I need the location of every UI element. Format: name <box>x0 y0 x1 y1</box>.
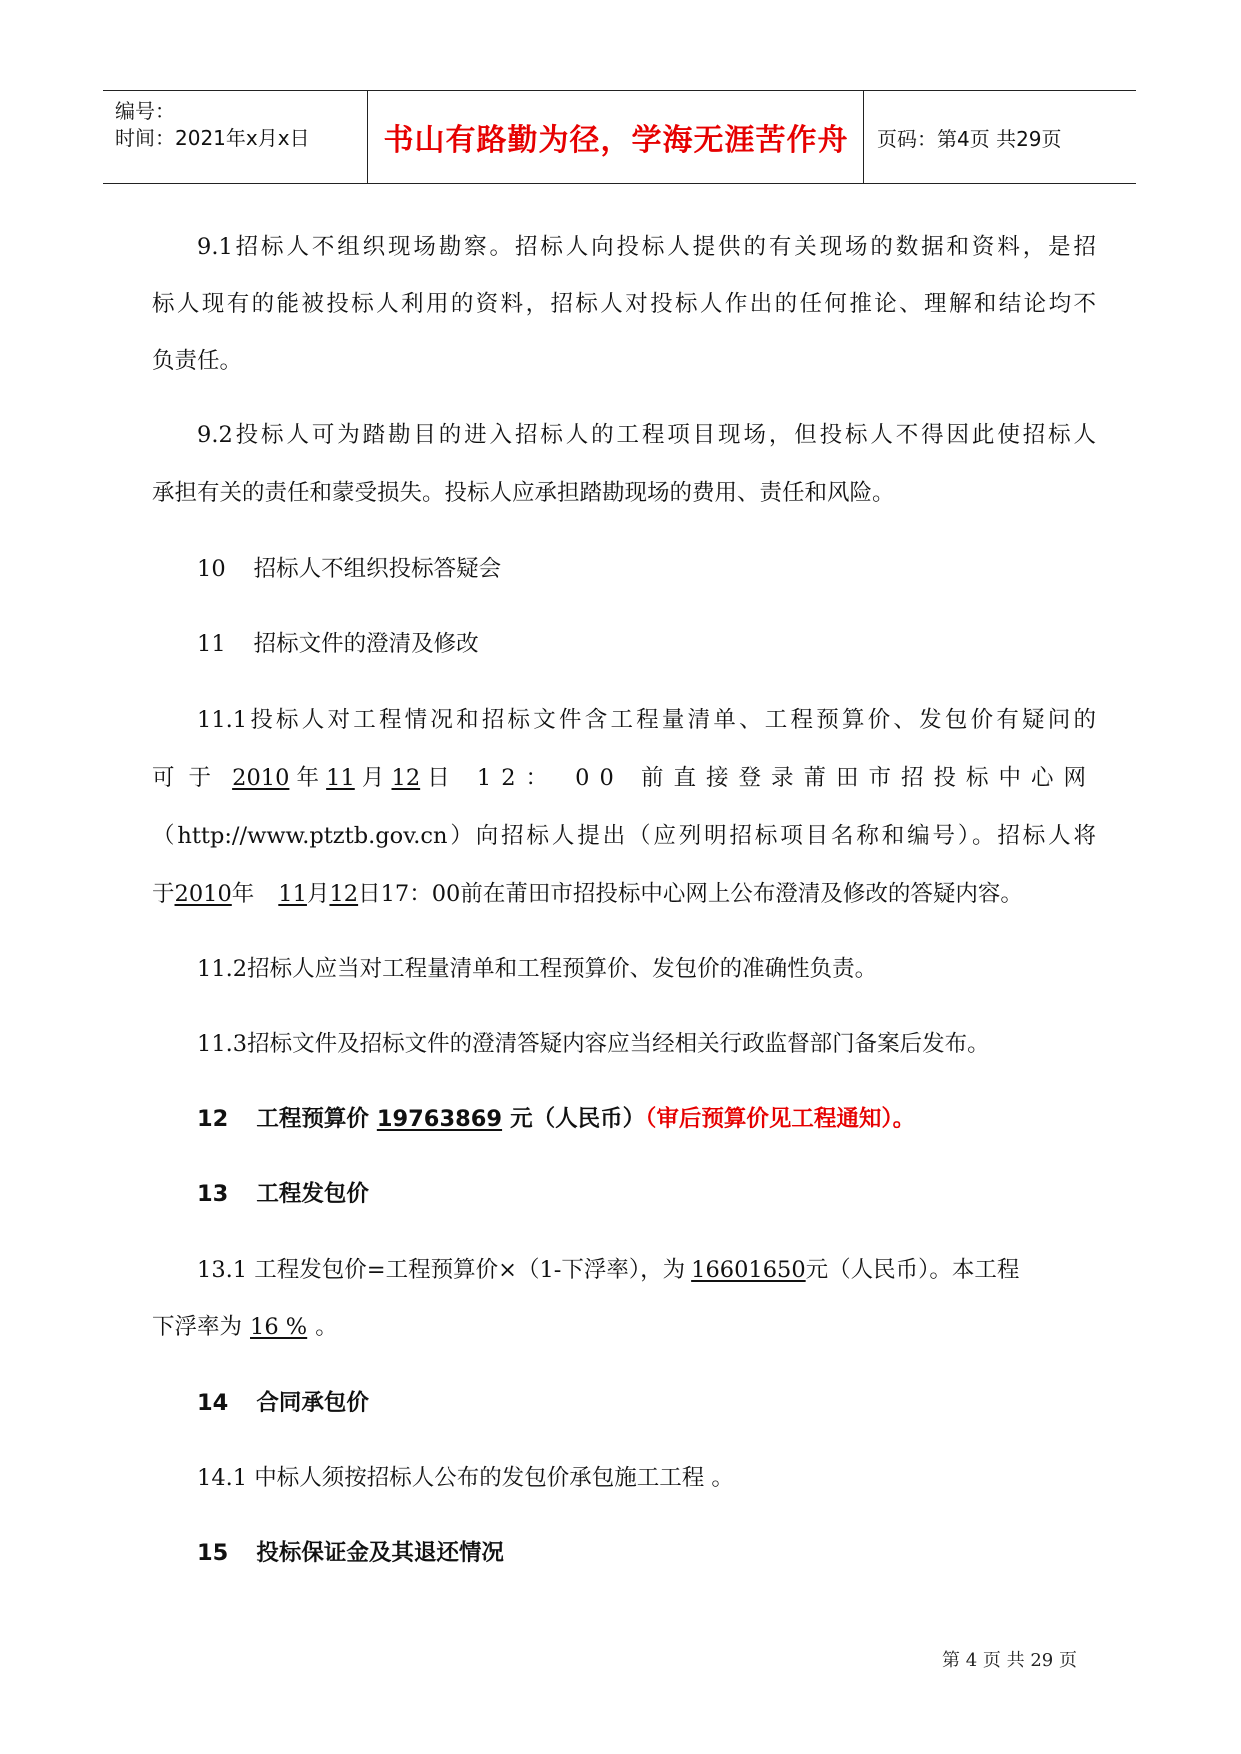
p11-1-b-day: 12 <box>391 765 421 791</box>
p13-1-a-value: 16601650 <box>691 1257 806 1283</box>
paragraph-11-2: 11.2招标人应当对工程量清单和工程预算价、发包价的准确性负责。 <box>197 956 878 982</box>
p13-1-b-value: 16 % <box>250 1314 308 1340</box>
section-14-heading <box>197 1392 369 1415</box>
header-info-cell <box>103 91 368 183</box>
section-12-number: 12 <box>197 1106 229 1132</box>
section-12-value: 19763869 <box>376 1106 503 1132</box>
p11-1-b-month: 11 <box>326 765 355 791</box>
p13-1-a-pre: 13.1 工程发包价=工程预算价×（1-下浮率），为 <box>197 1257 686 1283</box>
page-header <box>103 90 1136 184</box>
section-14-number: 14 <box>197 1390 229 1416</box>
section-12-label: 工程预算价 <box>256 1106 369 1132</box>
p11-1-d-month: 11 <box>278 881 307 907</box>
p11-1-d-day: 12 <box>329 881 359 907</box>
paragraph-11-1-line-4 <box>152 883 1023 906</box>
section-15-number: 15 <box>197 1540 229 1566</box>
p11-1-b-pre: 可于 <box>152 765 226 791</box>
section-10-number: 10 <box>197 556 226 582</box>
p11-1-d-yue: 月 <box>306 881 330 907</box>
paragraph-9-1-line-3: 负责任。 <box>152 348 243 374</box>
p11-1-d-year: 2010 <box>174 881 232 907</box>
section-12-unit: 元（人民币） <box>510 1106 646 1132</box>
p13-1-b-post: 。 <box>315 1314 338 1340</box>
p11-1-b-yue: 月 <box>361 765 385 791</box>
paragraph-9-1-line-2: 标人现有的能被投标人利用的资料，招标人对投标人作出的任何推论、理解和结论均不 <box>152 291 1096 317</box>
paragraph-13-1-line-1 <box>197 1259 1019 1282</box>
header-page-code: 页码：第4页 共29页 <box>877 126 1062 151</box>
document-number-label: 编号： <box>115 99 175 123</box>
paragraph-9-1-line-1: 9.1招标人不组织现场勘察。招标人向投标人提供的有关现场的数据和资料，是招 <box>197 234 1096 260</box>
p11-1-d-rest: 日17：00前在莆田市招投标中心网上公布澄清及修改的答疑内容。 <box>358 881 1023 907</box>
paragraph-14-1: 14.1 中标人须按招标人公布的发包价承包施工工程 。 <box>197 1465 734 1491</box>
header-motto: 书山有路勤为径，学海无涯苦作舟 <box>369 91 864 183</box>
section-12-heading <box>197 1108 915 1131</box>
section-15-heading <box>197 1542 504 1565</box>
section-11-heading <box>197 633 479 656</box>
section-10-heading <box>197 558 501 581</box>
p11-1-b-year: 2010 <box>232 765 290 791</box>
section-13-number: 13 <box>197 1181 229 1207</box>
paragraph-9-2-line-1: 9.2投标人可为踏勘目的进入招标人的工程项目现场，但投标人不得因此使招标人 <box>197 422 1096 448</box>
paragraph-11-1-line-2 <box>152 767 1096 790</box>
p13-1-b-pre: 下浮率为 <box>152 1314 243 1340</box>
p11-1-d-nian: 年 <box>231 881 255 907</box>
p13-1-a-post: 元（人民币）。本工程 <box>805 1257 1020 1283</box>
section-11-number: 11 <box>197 631 226 657</box>
section-12-note: （审后预算价见工程通知）。 <box>645 1106 916 1132</box>
p11-1-b-nian: 年 <box>296 765 320 791</box>
document-time-label: 时间：2021年x月x日 <box>115 126 310 150</box>
paragraph-11-1-line-1: 11.1投标人对工程情况和招标文件含工程量清单、工程预算价、发包价有疑问的 <box>197 707 1096 733</box>
paragraph-11-1-line-3: （http://www.ptztb.gov.cn）向招标人提出（应列明招标项目名称和编号）。招标人将 <box>152 823 1096 849</box>
p11-1-d-pre: 于 <box>152 881 175 907</box>
paragraph-13-1-line-2 <box>152 1316 338 1339</box>
header-page-code-cell <box>865 91 1136 183</box>
section-11-title: 招标文件的澄清及修改 <box>253 631 479 657</box>
p11-1-b-rest: 日 12： 00 前直接登录莆田市招投标中心网 <box>427 765 1096 791</box>
section-14-title: 合同承包价 <box>256 1390 369 1416</box>
section-13-heading <box>197 1183 369 1206</box>
section-15-title: 投标保证金及其退还情况 <box>256 1540 504 1566</box>
section-13-title: 工程发包价 <box>256 1181 369 1207</box>
section-10-title: 招标人不组织投标答疑会 <box>253 556 502 582</box>
page-footer-number: 第 4 页 共 29 页 <box>942 1650 1077 1671</box>
paragraph-11-3: 11.3招标文件及招标文件的澄清答疑内容应当经相关行政监督部门备案后发布。 <box>197 1031 990 1057</box>
paragraph-9-2-line-2: 承担有关的责任和蒙受损失。投标人应承担踏勘现场的费用、责任和风险。 <box>152 480 895 506</box>
